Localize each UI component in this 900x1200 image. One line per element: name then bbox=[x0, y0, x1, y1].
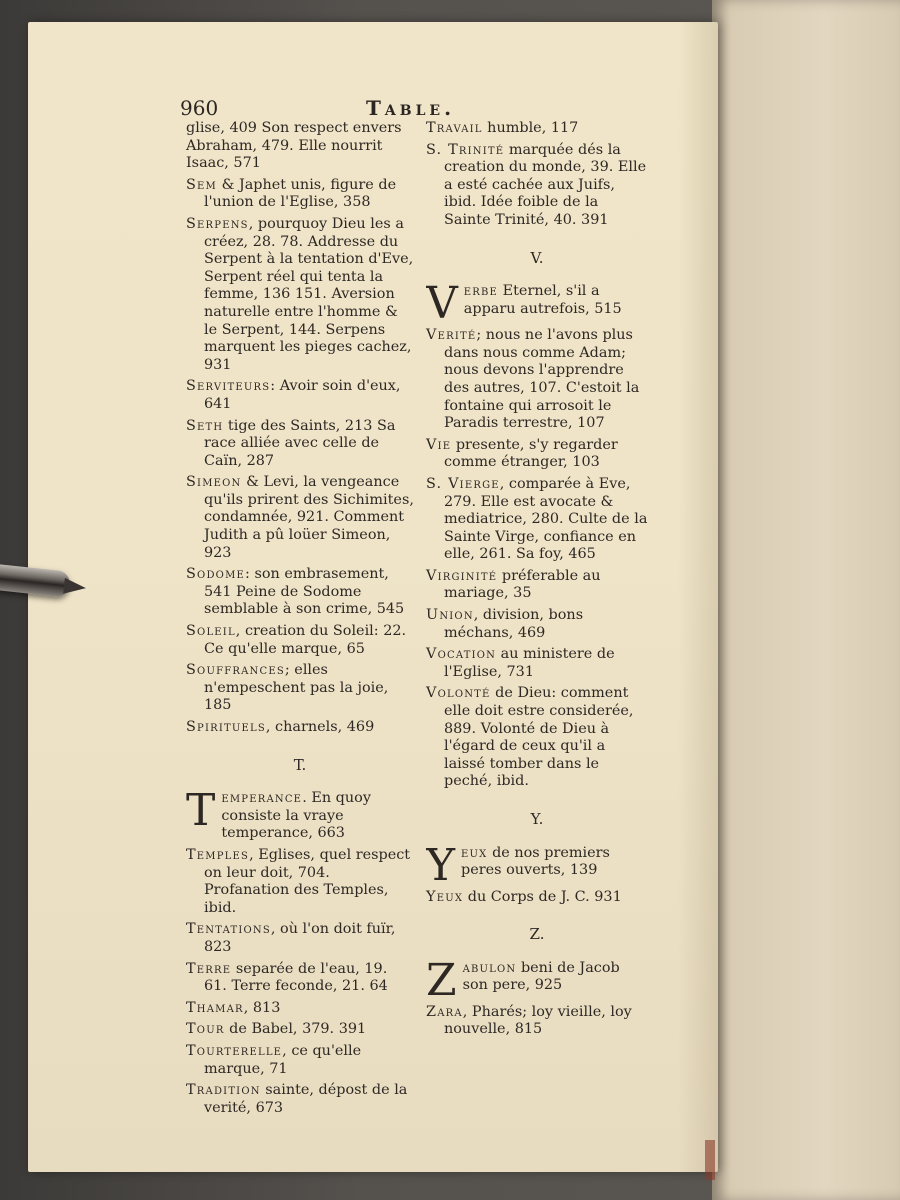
entry-text: separée de l'eau, 19. 61. Terre feconde, 21. 64 bbox=[204, 960, 388, 995]
entry-text: & Japhet unis, figure de l'union de l'Eglise, 358 bbox=[204, 176, 397, 211]
entry-text: , charnels, 469 bbox=[265, 719, 375, 735]
index-entry bbox=[186, 1021, 414, 1039]
entry-text: : Avoir soin d'eux, 641 bbox=[204, 378, 401, 412]
entry-headword: erbe bbox=[463, 283, 499, 300]
entry-text: préferable au mariage, 35 bbox=[444, 567, 601, 602]
index-entry bbox=[186, 623, 414, 658]
entry-headword: Tradition bbox=[186, 1082, 261, 1099]
entry-headword: Virginité bbox=[426, 567, 498, 584]
entry-headword: S. Trinité bbox=[426, 141, 505, 158]
entry-text: , ce qu'elle marque, 71 bbox=[204, 1042, 362, 1077]
entry-headword: Soleil bbox=[186, 623, 236, 640]
index-entry bbox=[186, 418, 414, 471]
entry-text: , Eglises, quel respect on leur doit, 704. Profanation des Temples, ibid. bbox=[204, 846, 411, 916]
entry-text: tige des Saints, 213 Sa race alliée avec celle de Caïn, 287 bbox=[204, 417, 396, 469]
pen-tip-icon bbox=[63, 578, 87, 596]
section-letter: T. bbox=[293, 755, 307, 774]
drop-cap: Z bbox=[426, 959, 457, 1000]
index-entry bbox=[186, 719, 414, 737]
entry-headword: Thamar bbox=[186, 999, 244, 1016]
index-entry bbox=[186, 120, 414, 173]
index-entry bbox=[426, 327, 648, 433]
index-entry bbox=[426, 476, 648, 564]
entry-headword: Vocation bbox=[426, 646, 497, 663]
entry-headword: Travail bbox=[426, 120, 483, 136]
running-title: Table. bbox=[366, 96, 456, 120]
index-entry bbox=[186, 921, 414, 956]
index-entry bbox=[186, 1000, 414, 1018]
entry-headword: Serpens bbox=[186, 215, 249, 232]
index-entry bbox=[426, 685, 648, 791]
index-entry bbox=[186, 847, 414, 917]
index-entry bbox=[186, 662, 414, 715]
index-column-left bbox=[186, 120, 414, 1121]
entry-text: & Levi, la vengeance qu'ils prirent des Sichimites, condamnée, 921. Comment Judith a pû loüer Simeon, 923 bbox=[204, 474, 414, 561]
index-entry bbox=[426, 142, 648, 230]
entry-text: de Dieu: comment elle doit estre considerée, 889. Volonté de Dieu à l'égard de ceux qu'il a laissé tomber dans le peché, ibid. bbox=[444, 685, 634, 790]
index-entry bbox=[426, 960, 648, 1000]
entry-headword: Union bbox=[426, 607, 474, 624]
entry-text: , division, bons méchans, 469 bbox=[444, 607, 584, 641]
entry-text: , pourquoy Dieu les a créez, 28. 78. Addresse du Serpent à la tentation d'Eve, Serpent réel qui tenta la femme, 136 151. Aversion naturelle entre l'homme & le Serpent, 144. Serpens marquent les pieges cachez, 931 bbox=[204, 215, 414, 373]
entry-headword: eux bbox=[461, 844, 488, 861]
index-entry bbox=[426, 120, 648, 138]
entry-text: , creation du Soleil: 22. Ce qu'elle marque, 65 bbox=[204, 623, 407, 657]
entry-text: glise, 409 Son respect envers Abraham, 479. Elle nourrit Isaac, 571 bbox=[186, 120, 402, 172]
entry-headword: Volonté bbox=[426, 685, 491, 702]
entry-text: , Pharés; loy vieille, loy nouvelle, 815 bbox=[444, 1003, 632, 1038]
drop-cap: T bbox=[186, 790, 216, 837]
page-gutter-shadow bbox=[678, 22, 718, 1172]
section-letter: V. bbox=[530, 248, 544, 267]
index-entry bbox=[426, 437, 648, 472]
entry-headword: Spirituels bbox=[186, 719, 266, 735]
section-letter: Y. bbox=[530, 810, 544, 828]
entry-headword: Tour bbox=[186, 1021, 225, 1038]
entry-text: ; nous ne l'avons plus dans nous comme Adam; nous devons l'apprendre des autres, 107. C'estoit la fontaine qui arrosoit le Paradis terrestre, 107 bbox=[444, 327, 640, 432]
index-entry bbox=[186, 216, 414, 374]
entry-headword: Souffrances bbox=[186, 662, 285, 679]
index-entry bbox=[426, 283, 648, 323]
entry-text: : son embrasement, 541 Peine de Sodome semblable à son crime, 545 bbox=[204, 566, 405, 618]
index-entry bbox=[186, 961, 414, 996]
index-entry bbox=[426, 607, 648, 642]
index-entry bbox=[426, 845, 648, 885]
entry-text: beni de Jacob son pere, 925 bbox=[462, 959, 620, 994]
entry-text: de Babel, 379. 391 bbox=[224, 1021, 367, 1038]
entry-text: de nos premiers peres ouverts, 139 bbox=[461, 844, 610, 879]
binding-edge bbox=[705, 1140, 715, 1180]
index-entry bbox=[186, 378, 414, 413]
entry-headword: Tentations bbox=[186, 921, 271, 938]
entry-text: , où l'on doit fuïr, 823 bbox=[204, 921, 396, 955]
entry-headword: Yeux bbox=[426, 888, 464, 905]
drop-cap: Y bbox=[426, 844, 456, 885]
index-column-right bbox=[426, 120, 648, 1043]
entry-headword: Vie bbox=[426, 436, 452, 453]
section-letter: Z. bbox=[529, 925, 545, 944]
entry-headword: abulon bbox=[462, 959, 517, 976]
index-entry bbox=[186, 566, 414, 619]
index-entry bbox=[426, 1004, 648, 1039]
entry-headword: Seth bbox=[186, 417, 224, 434]
entry-text: . En quoy consiste la vraye temperance, 663 bbox=[221, 790, 371, 842]
facing-page bbox=[712, 0, 900, 1200]
entry-headword: Verité bbox=[426, 327, 477, 344]
entry-text: du Corps de J. C. 931 bbox=[463, 888, 622, 905]
entry-headword: emperance bbox=[221, 790, 303, 807]
entry-text: humble, 117 bbox=[482, 120, 579, 136]
entry-text: sainte, dépost de la verité, 673 bbox=[204, 1082, 408, 1116]
entry-headword: S. Vierge bbox=[426, 475, 500, 492]
entry-text: Eternel, s'il a apparu autrefois, 515 bbox=[463, 283, 622, 317]
entry-headword: Sodome bbox=[186, 566, 246, 583]
index-entry bbox=[186, 1043, 414, 1078]
page-number: 960 bbox=[180, 96, 219, 120]
index-entry bbox=[186, 177, 414, 212]
index-entry bbox=[186, 790, 414, 843]
entry-text: ; elles n'empeschent pas la joie, 185 bbox=[204, 662, 389, 714]
entry-text: , 813 bbox=[243, 999, 281, 1016]
entry-text: , comparée à Eve, 279. Elle est avocate & mediatrice, 280. Culte de la Sainte Virge, confiance en elle, 261. Sa foy, 465 bbox=[444, 475, 648, 563]
entry-headword: Zara bbox=[426, 1003, 463, 1020]
entry-headword: Temples bbox=[186, 846, 250, 863]
index-entry bbox=[426, 568, 648, 603]
entry-headword: Tourterelle bbox=[186, 1042, 283, 1059]
index-entry bbox=[186, 1082, 414, 1117]
entry-headword: Simeon bbox=[186, 474, 242, 491]
entry-text: marquée dés la creation du monde, 39. Elle a esté cachée aux Juifs, ibid. Idée foible de la Sainte Trinité, 40. 391 bbox=[444, 141, 647, 228]
index-entry bbox=[426, 646, 648, 681]
index-entry bbox=[426, 889, 648, 907]
entry-headword: Sem bbox=[186, 176, 217, 193]
entry-text: presente, s'y regarder comme étranger, 103 bbox=[444, 436, 618, 471]
drop-cap: V bbox=[426, 283, 458, 324]
entry-text: au ministere de l'Eglise, 731 bbox=[444, 646, 615, 680]
entry-headword: Terre bbox=[186, 960, 232, 977]
entry-headword: Serviteurs bbox=[186, 378, 271, 395]
index-entry bbox=[186, 474, 414, 562]
